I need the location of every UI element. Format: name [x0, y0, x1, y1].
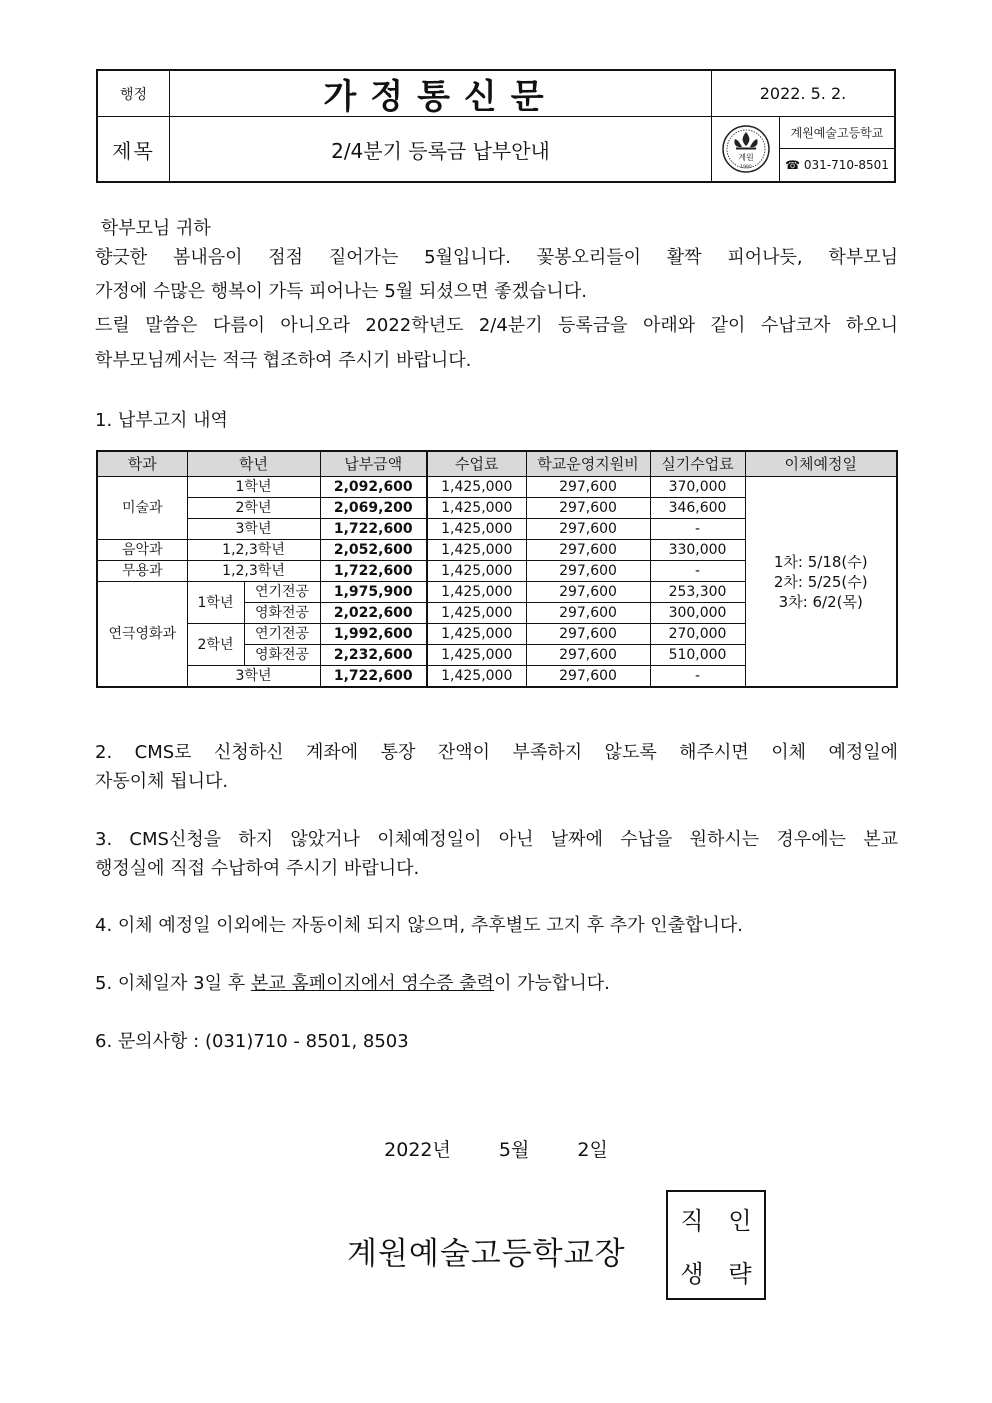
support-cell: 297,600	[526, 582, 650, 603]
header-dept: 학과	[97, 451, 187, 477]
note-4: 4. 이체 예정일 이외에는 자동이체 되지 않으며, 추후별도 고지 후 추가 인출합니다.	[95, 915, 743, 936]
section-1-title: 1. 납부고지 내역	[95, 410, 228, 431]
paragraph-2-line-2: 학부모님께서는 적극 협조하여 주시기 바랍니다.	[95, 350, 472, 371]
dept-theater: 연극영화과	[97, 582, 187, 688]
support-cell: 297,600	[526, 603, 650, 624]
practical-cell: 253,300	[650, 582, 745, 603]
support-cell: 297,600	[526, 498, 650, 519]
support-cell: 297,600	[526, 540, 650, 561]
document-date: 2022. 5. 2.	[712, 71, 894, 117]
seal-char: 략	[728, 1260, 752, 1288]
school-logo	[712, 117, 780, 181]
support-cell: 297,600	[526, 519, 650, 540]
paragraph-1-line-2: 가정에 수많은 행복이 가득 피어나는 5월 되셨으면 좋겠습니다.	[95, 281, 587, 302]
dept-label: 행정	[98, 71, 170, 117]
logo-year: 1980	[739, 165, 752, 170]
fee-table	[96, 450, 898, 688]
note-5-prefix: 5. 이체일자 3일 후	[95, 973, 251, 994]
homepage-receipt-link[interactable]: 본교 홈페이지에서 영수증 출력	[250, 973, 495, 994]
total-cell: 1,722,600	[320, 666, 427, 688]
note-5	[95, 971, 898, 997]
major-cell: 연기전공	[244, 582, 320, 603]
practical-cell: 270,000	[650, 624, 745, 645]
grade-cell: 1,2,3학년	[187, 561, 320, 582]
header-tuition: 수업료	[427, 451, 526, 477]
tuition-cell: 1,425,000	[427, 561, 526, 582]
tuition-cell: 1,425,000	[427, 666, 526, 688]
tuition-cell: 1,425,000	[427, 477, 526, 498]
total-cell: 1,975,900	[320, 582, 427, 603]
total-cell: 1,992,600	[320, 624, 427, 645]
tuition-cell: 1,425,000	[427, 603, 526, 624]
header-schedule: 이체예정일	[745, 451, 897, 477]
note-3-line-1: 3. CMS신청을 하지 않았거나 이체예정일이 아닌 날짜에 수납을 원하시는 경우에는 본교	[95, 829, 898, 850]
practical-cell: 370,000	[650, 477, 745, 498]
salutation: 학부모님 귀하	[100, 218, 211, 239]
header-total: 납부금액	[320, 451, 427, 477]
subject-label: 제목	[98, 117, 170, 181]
principal-title: 계원예술고등학교장	[347, 1236, 626, 1272]
transfer-schedule	[745, 477, 897, 688]
header-support: 학교운영지원비	[526, 451, 650, 477]
practical-cell: 330,000	[650, 540, 745, 561]
total-cell: 2,092,600	[320, 477, 427, 498]
header-practical: 실기수업료	[650, 451, 745, 477]
grade-cell: 3학년	[187, 666, 320, 688]
note-6-contact: 6. 문의사항 : (031)710 - 8501, 8503	[95, 1031, 409, 1052]
year-cell: 1학년	[187, 582, 244, 624]
seal-char: 생	[680, 1260, 704, 1288]
seal-char: 인	[728, 1207, 752, 1235]
dept-art: 미술과	[97, 477, 187, 540]
support-cell: 297,600	[526, 477, 650, 498]
total-cell: 2,232,600	[320, 645, 427, 666]
tuition-cell: 1,425,000	[427, 540, 526, 561]
seal-box	[666, 1190, 766, 1300]
practical-cell: 510,000	[650, 645, 745, 666]
tuition-cell: 1,425,000	[427, 519, 526, 540]
practical-cell: 346,600	[650, 498, 745, 519]
note-2-line-2: 자동이체 됩니다.	[95, 771, 229, 792]
support-cell: 297,600	[526, 645, 650, 666]
subject-text: 2/4분기 등록금 납부안내	[170, 117, 712, 181]
school-name: 계원예술고등학교	[780, 117, 894, 149]
grade-cell: 1,2,3학년	[187, 540, 320, 561]
tuition-cell: 1,425,000	[427, 624, 526, 645]
schedule-1: 1차: 5/18(수)	[773, 552, 868, 571]
major-cell: 영화전공	[244, 603, 320, 624]
paragraph-2-line-1: 드릴 말씀은 다름이 아니오라 2022학년도 2/4분기 등록금을 아래와 같이 수납코자 하오니	[95, 315, 898, 336]
grade-cell: 1학년	[187, 477, 320, 498]
major-cell: 영화전공	[244, 645, 320, 666]
logo-text: 계원	[737, 153, 754, 162]
table-row	[97, 477, 897, 498]
header-grade: 학년	[187, 451, 320, 477]
schedule-2: 2차: 5/25(수)	[773, 572, 868, 591]
total-cell: 2,052,600	[320, 540, 427, 561]
note-5-suffix: 이 가능합니다.	[494, 973, 610, 994]
grade-cell: 2학년	[187, 498, 320, 519]
grade-cell: 3학년	[187, 519, 320, 540]
tuition-cell: 1,425,000	[427, 645, 526, 666]
total-cell: 1,722,600	[320, 561, 427, 582]
note-3-line-2: 행정실에 직접 수납하여 주시기 바랍니다.	[95, 858, 420, 879]
total-cell: 2,022,600	[320, 603, 427, 624]
dept-music: 음악과	[97, 540, 187, 561]
year-cell: 2학년	[187, 624, 244, 666]
practical-cell: -	[650, 666, 745, 688]
signature-date: 2022년 5월 2일	[384, 1139, 608, 1161]
document-title: 가정통신문	[170, 71, 712, 117]
major-cell: 연기전공	[244, 624, 320, 645]
table-header-row	[97, 451, 897, 477]
support-cell: 297,600	[526, 561, 650, 582]
dept-dance: 무용과	[97, 561, 187, 582]
seal-char: 직	[680, 1207, 704, 1235]
school-phone: ☎ 031-710-8501	[785, 158, 889, 172]
schedule-3: 3차: 6/2(목)	[778, 592, 863, 611]
practical-cell: -	[650, 519, 745, 540]
total-cell: 1,722,600	[320, 519, 427, 540]
school-emblem-icon	[721, 124, 771, 174]
practical-cell: -	[650, 561, 745, 582]
tuition-cell: 1,425,000	[427, 582, 526, 603]
letter-header	[96, 69, 896, 183]
practical-cell: 300,000	[650, 603, 745, 624]
paragraph-1-line-1: 향긋한 봄내음이 점점 짙어가는 5월입니다. 꽃봉오리들이 활짝 피어나듯, 학부모님	[95, 247, 898, 268]
note-2-line-1: 2. CMS로 신청하신 계좌에 통장 잔액이 부족하지 않도록 해주시면 이체 예정일에	[95, 742, 898, 763]
support-cell: 297,600	[526, 666, 650, 688]
tuition-cell: 1,425,000	[427, 498, 526, 519]
total-cell: 2,069,200	[320, 498, 427, 519]
support-cell: 297,600	[526, 624, 650, 645]
